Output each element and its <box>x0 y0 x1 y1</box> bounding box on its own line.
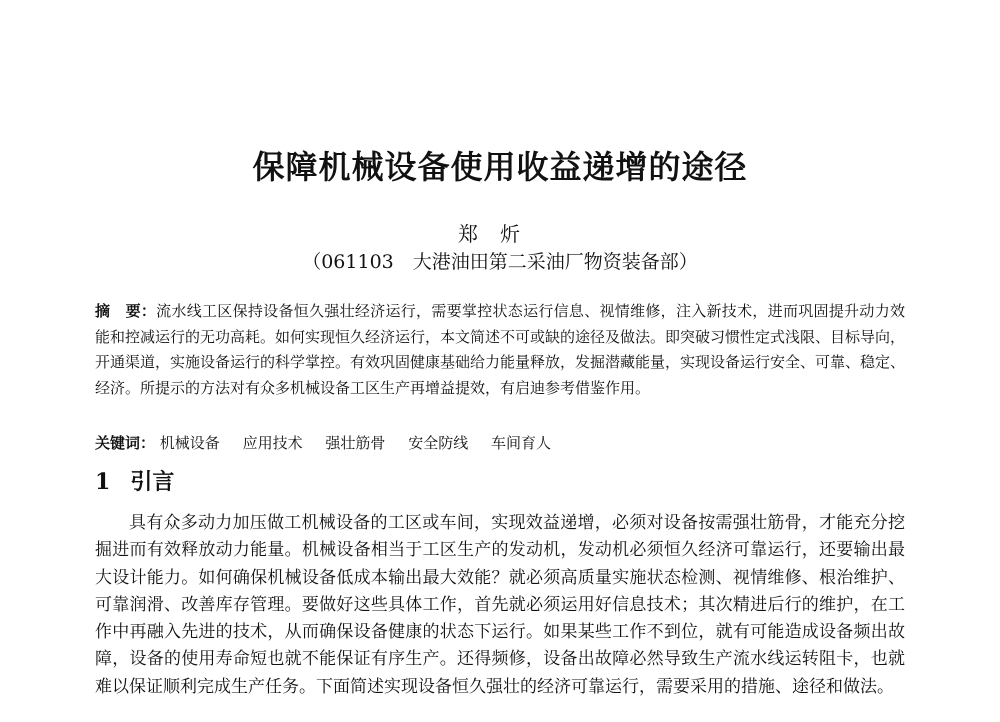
section-title: 引言 <box>130 469 175 495</box>
section-heading <box>95 465 174 496</box>
keywords-label: 关键词： <box>95 434 156 452</box>
abstract-text: 流水线工区保持设备恒久强壮经济运行，需要掌控状态运行信息、视情维修，注入新技术，进而巩固提升动力效能和控减运行的无功高耗。如何实现恒久经济运行，本文简述不可或缺的途径及做法。即突破习惯性定式浅限、目标导向，开通渠道，实施设备运行的科学掌控。有效巩固健康基础给力能量释放，发掘潜藏能量，实现设备运行安全、可靠、稳定、经济。所提示的方法对有众多机械设备工区生产再增益提效，有启迪参考借鉴作用。 <box>95 302 906 397</box>
abstract-label: 摘 要： <box>95 302 157 320</box>
keywords <box>95 431 905 456</box>
section-number: 1 <box>95 469 111 495</box>
keyword: 车间育人 <box>490 434 551 452</box>
paper-title: 保障机械设备使用收益递增的途径 <box>252 148 748 186</box>
keyword: 机械设备 <box>159 434 220 452</box>
keyword: 强壮筋骨 <box>325 434 386 452</box>
author-name: 郑炘 <box>458 222 542 246</box>
author-affiliation: （061103 大港油田第二采油厂物资装备部） <box>302 251 698 273</box>
body-paragraph: 具有众多动力加压做工机械设备的工区或车间，实现效益递增，必须对设备按需强壮筋骨，才能充分挖掘进而有效释放动力能量。机械设备相当于工区生产的发动机，发动机必须恒久经济可靠运行，还要输出最大设计能力。如何确保机械设备低成本输出最大效能？就必须高质量实施状态检测、视情维修、根治维护、可靠润滑、改善库存管理。要做好这些具体工作，首先就必须运用好信息技术；其次精进后行的维护，在工作中再融入先进的技术，从而确保设备健康的状态下运行。如果某些工作不到位，就有可能造成设备频出故障，设备的使用寿命短也就不能保证有序生产。还得频修，设备出故障必然导致生产流水线运转阻卡，也就难以保证顺利完成生产任务。下面简述实现设备恒久强壮的经济可靠运行，需要采用的措施、途径和做法。 <box>95 513 905 697</box>
keyword: 应用技术 <box>242 434 303 452</box>
keyword: 安全防线 <box>408 434 469 452</box>
abstract <box>95 299 905 401</box>
